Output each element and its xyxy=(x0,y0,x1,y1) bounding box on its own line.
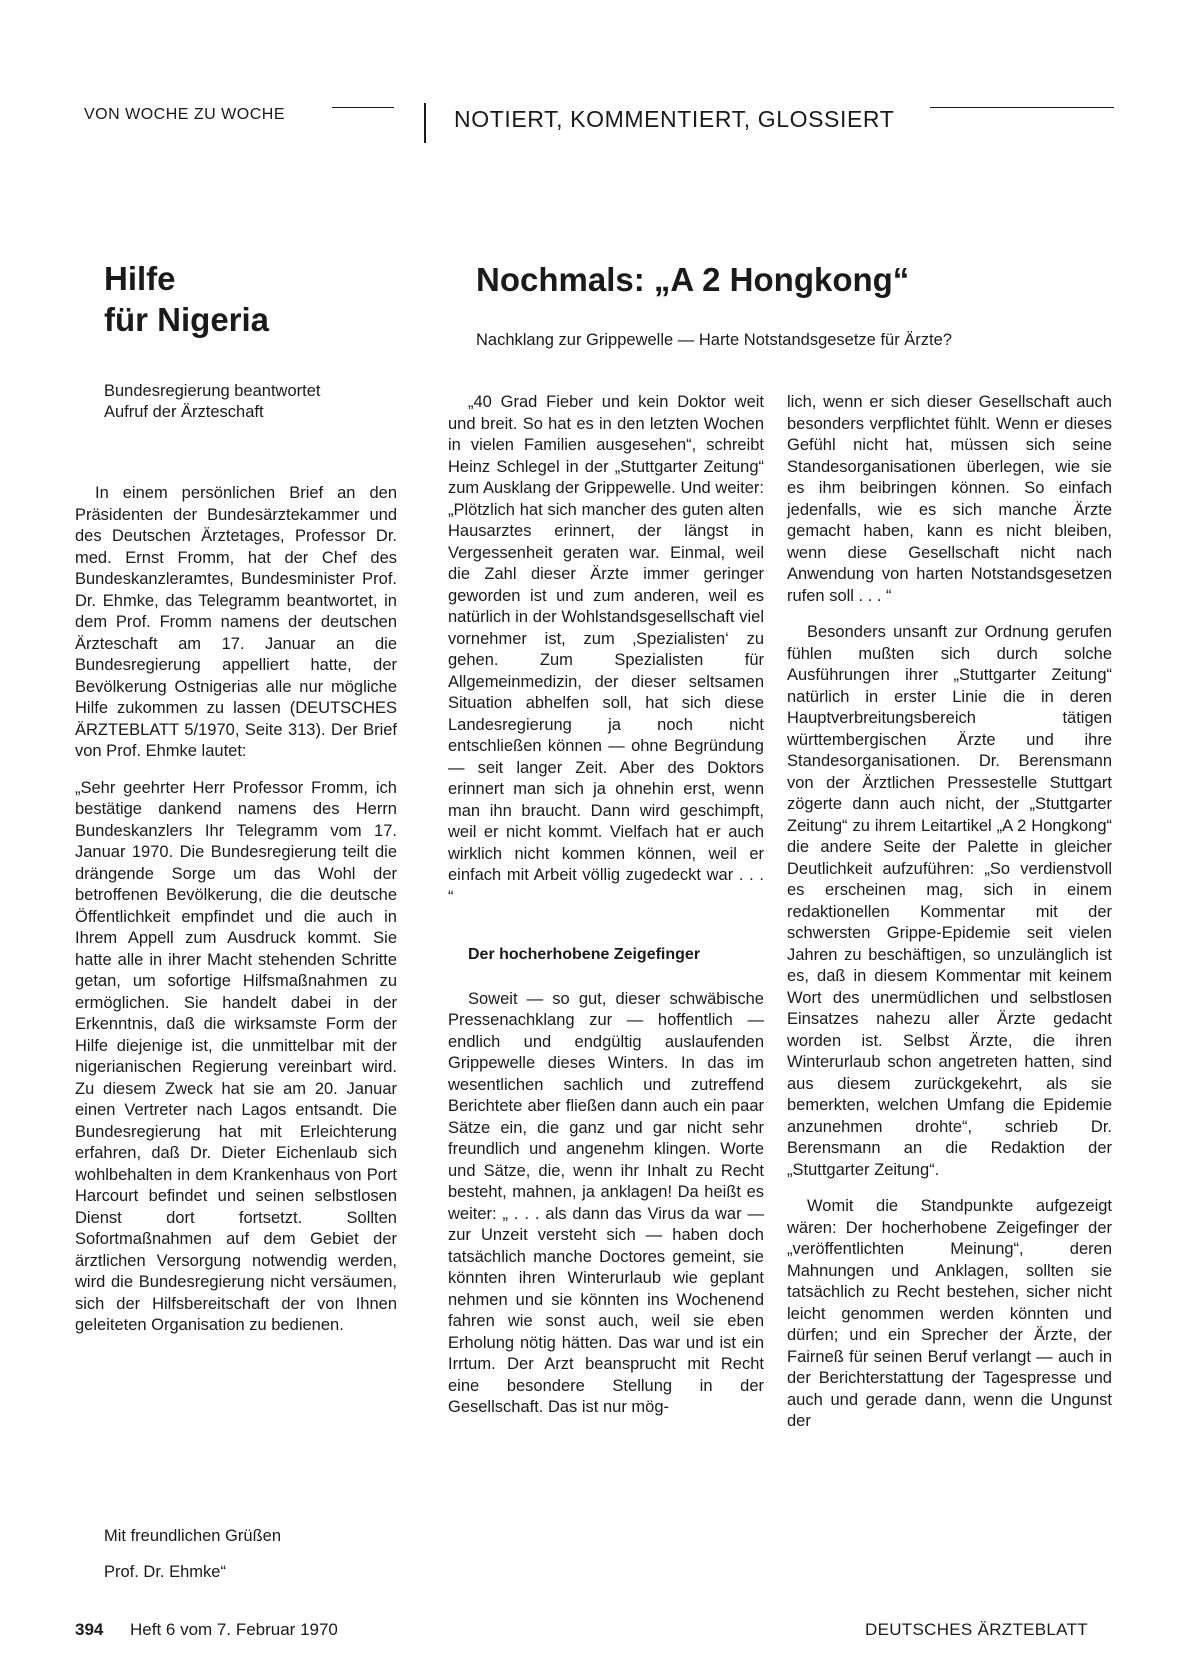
header-rule-right xyxy=(930,107,1114,108)
right-paragraph: lich, wenn er sich dieser Gesellschaft auch besonders verpflichtet fühlt. Wenn er dieses Gefühl nicht hat, müssen sich seine Standesorganisationen überlegen, wie sie es ihm beibringen können. So einfach jedenfalls, wie es sich manche Ärzte gemacht haben, kann es nicht bleiben, wenn diese Gesellschaft nicht nach Anwendung von harten Notstandsgesetzen rufen soll . . . “ xyxy=(787,393,1112,605)
letter-signature: Prof. Dr. Ehmke“ xyxy=(104,1563,226,1581)
header-column-divider xyxy=(424,103,426,143)
right-article-column-2 xyxy=(787,392,1112,1448)
left-title-line-2: für Nigeria xyxy=(104,301,270,338)
magazine-name: DEUTSCHES ÄRZTEBLATT xyxy=(865,1620,1088,1639)
left-article-body xyxy=(75,483,397,1352)
page-number: 394 xyxy=(75,1620,104,1639)
section-label-left: VON WOCHE ZU WOCHE xyxy=(84,106,285,123)
header-rule-left xyxy=(332,107,394,108)
right-paragraph: Soweit — so gut, dieser schwäbische Pressenachklang zur — hoffentlich — endlich und endgültig auslaufenden Grippewelle dieses Winters. In das im wesentlichen sachlich und zutreffend Berichtete aber fließen dann auch ein paar Sätze ein, die ganz und gar nicht sehr freundlich und angenehm klingen. Worte und Sätze, die, wenn ihr Inhalt zu Recht besteht, mahnen, ja anklagen! Da heißt es weiter: „ . . . als dann das Virus da war — zur Unzeit versteht sich — haben doch tatsächlich manche Doctores gemeint, sie könnten ihren Winterurlaub wie geplant nehmen und sie könnten ins Wochenend fahren wie sonst auch, weil sie eben Erholung nötig hätten. Das war und ist ein Irrtum. Der Arzt beansprucht mit Recht eine besondere Stellung in der Gesellschaft. Das ist nur mög- xyxy=(448,989,764,1416)
right-article-title: Nochmals: „A 2 Hongkong“ xyxy=(476,261,910,298)
left-subtitle-line-2: Aufruf der Ärzteschaft xyxy=(104,403,264,421)
left-subtitle-line-1: Bundesregierung beantwortet xyxy=(104,382,321,400)
section-label-right: NOTIERT, KOMMENTIERT, GLOSSIERT xyxy=(454,106,895,132)
left-title-line-1: Hilfe xyxy=(104,260,176,297)
right-paragraph: „40 Grad Fieber und kein Doktor weit und breit. So hat es in den letzten Wochen in vielen Familien ausgesehen“, schreibt Heinz Schlegel in der „Stuttgarter Zeitung“ zum Ausklang der Grippewelle. Und weiter: „Plötzlich hat sich mancher des guten alten Hausarztes erinnert, der längst in Vergessenheit geraten war. Einmal, weil die Zahl dieser Ärzte immer geringer geworden ist und zum anderen, weil es natürlich in der Wohlstandsgesellschaft viel vornehmer ist, zum ‚Spezialisten‘ zu gehen. Zum Spezialisten für Allgemeinmedizin, der dieser seltsamen Situation abhelfen soll, hat sich diese Landesregierung ja noch nicht entschließen können — ohne Begründung — seit langer Zeit. Aber des Doktors erinnert man sich ja ohnehin erst, wenn man ihn braucht. Dann wird geschimpft, weil er nicht kommt. Vielfach hat er auch wirklich nicht kommen können, weil er einfach mit Arbeit völlig zugedeckt war . . . “ xyxy=(448,393,764,906)
left-paragraph: In einem persönlichen Brief an den Präsidenten der Bundesärztekammer und des Deutschen Ärztetages, Professor Dr. med. Ernst Fromm, hat der Chef des Bundeskanzleramtes, Bundesminister Prof. Dr. Ehmke, das Telegramm beantwortet, in dem Prof. Fromm namens der deutschen Ärzteschaft am 17. Januar an die Bundesregierung appelliert hatte, der Bevölkerung Ostnigerias alle nur mögliche Hilfe zukommen zu lassen (DEUTSCHES ÄRZTEBLATT 5/1970, Seite 313). Der Brief von Prof. Ehmke lautet: xyxy=(75,484,397,760)
letter-closing: Mit freundlichen Grüßen xyxy=(104,1527,281,1545)
right-article-column-1 xyxy=(448,392,764,1434)
right-paragraph: Womit die Standpunkte aufgezeigt wären: Der hocherhobene Zeigefinger der „veröffentlichten Meinung“, deren Mahnungen und Anklagen, sollten sie tatsächlich zu Recht bestehen, sicher nicht leicht genommen werden könnten und dürfen; und ein Sprecher der Ärzte, der Fairneß für seinen Beruf verlangt — auch in der Berichterstattung der Tagespresse und auch und gerade dann, wenn die Ungunst der xyxy=(787,1197,1112,1430)
left-article-subtitle xyxy=(104,381,394,423)
left-paragraph: „Sehr geehrter Herr Professor Fromm, ich bestätige dankend namens des Herrn Bundeskanzlers Ihr Telegramm vom 17. Januar 1970. Die Bundesregierung teilt die drängende Sorge um das Wohl der betroffenen Bevölkerung, die die deutsche Öffentlichkeit empfindet und die auch in Ihrem Appell zum Ausdruck kommt. Sie hatte alle in ihrer Macht stehenden Schritte getan, um sofortige Hilfsmaßnahmen zu ermöglichen. Sie handelt dabei in der Erkenntnis, daß die wirksamste Form der Hilfe diejenige ist, die unmittelbar mit der nigerianischen Regierung vereinbart wird. Zu diesem Zweck hat sie am 20. Januar einen Vertreter nach Lagos entsandt. Die Bundesregierung hat mit Erleichterung erfahren, daß Dr. Dieter Eichenlaub sich wohlbehalten in dem Krankenhaus von Port Harcourt befindet und seinen selbstlosen Dienst dort fortsetzt. Sollten Sofortmaßnahmen auf dem Gebiet der ärztlichen Versorgung notwendig werden, wird die Bundesregierung nicht versäumen, sich der Hilfsbereitschaft der von Ihnen geleiteten Organisation zu bedienen. xyxy=(75,778,397,1334)
left-article-title xyxy=(104,258,394,340)
right-paragraph: Besonders unsanft zur Ordnung gerufen fühlen mußten sich durch solche Ausführungen ihrer „Stuttgarter Zeitung“ natürlich in erster Linie die in deren Hauptverbreitungsbereich tätigen württembergischen Ärzte und ihre Standesorganisationen. Dr. Berensmann von der Ärztlichen Pressestelle Stuttgart zögerte dann auch nicht, der „Stuttgarter Zeitung“ zu ihrem Leitartikel „A 2 Hongkong“ die andere Seite der Palette in gleicher Deutlichkeit aufzuführen: „So verdienstvoll es erscheinen mag, sich in einem redaktionellen Kommentar mit der schwersten Grippe-Epidemie seit vielen Jahren zu beschäftigen, so unzulänglich ist es, daß in diesem Kommentar mit keinem Wort des unermüdlichen und selbstlosen Einsatzes nahezu aller Ärzte gedacht worden ist. Selbst Ärzte, die ihren Winterurlaub schon angetreten hatten, sind aus diesem zurückgekehrt, als sie bemerkten, welchen Umfang die Epidemie anzunehmen drohte“, schrieb Dr. Berensmann an die Redaktion der „Stuttgarter Zeitung“. xyxy=(787,623,1112,1179)
right-article-subtitle: Nachklang zur Grippewelle — Harte Notstandsgesetze für Ärzte? xyxy=(476,331,952,349)
issue-info: Heft 6 vom 7. Februar 1970 xyxy=(130,1620,338,1639)
subheading: Der hocherhobene Zeigefinger xyxy=(468,946,701,963)
